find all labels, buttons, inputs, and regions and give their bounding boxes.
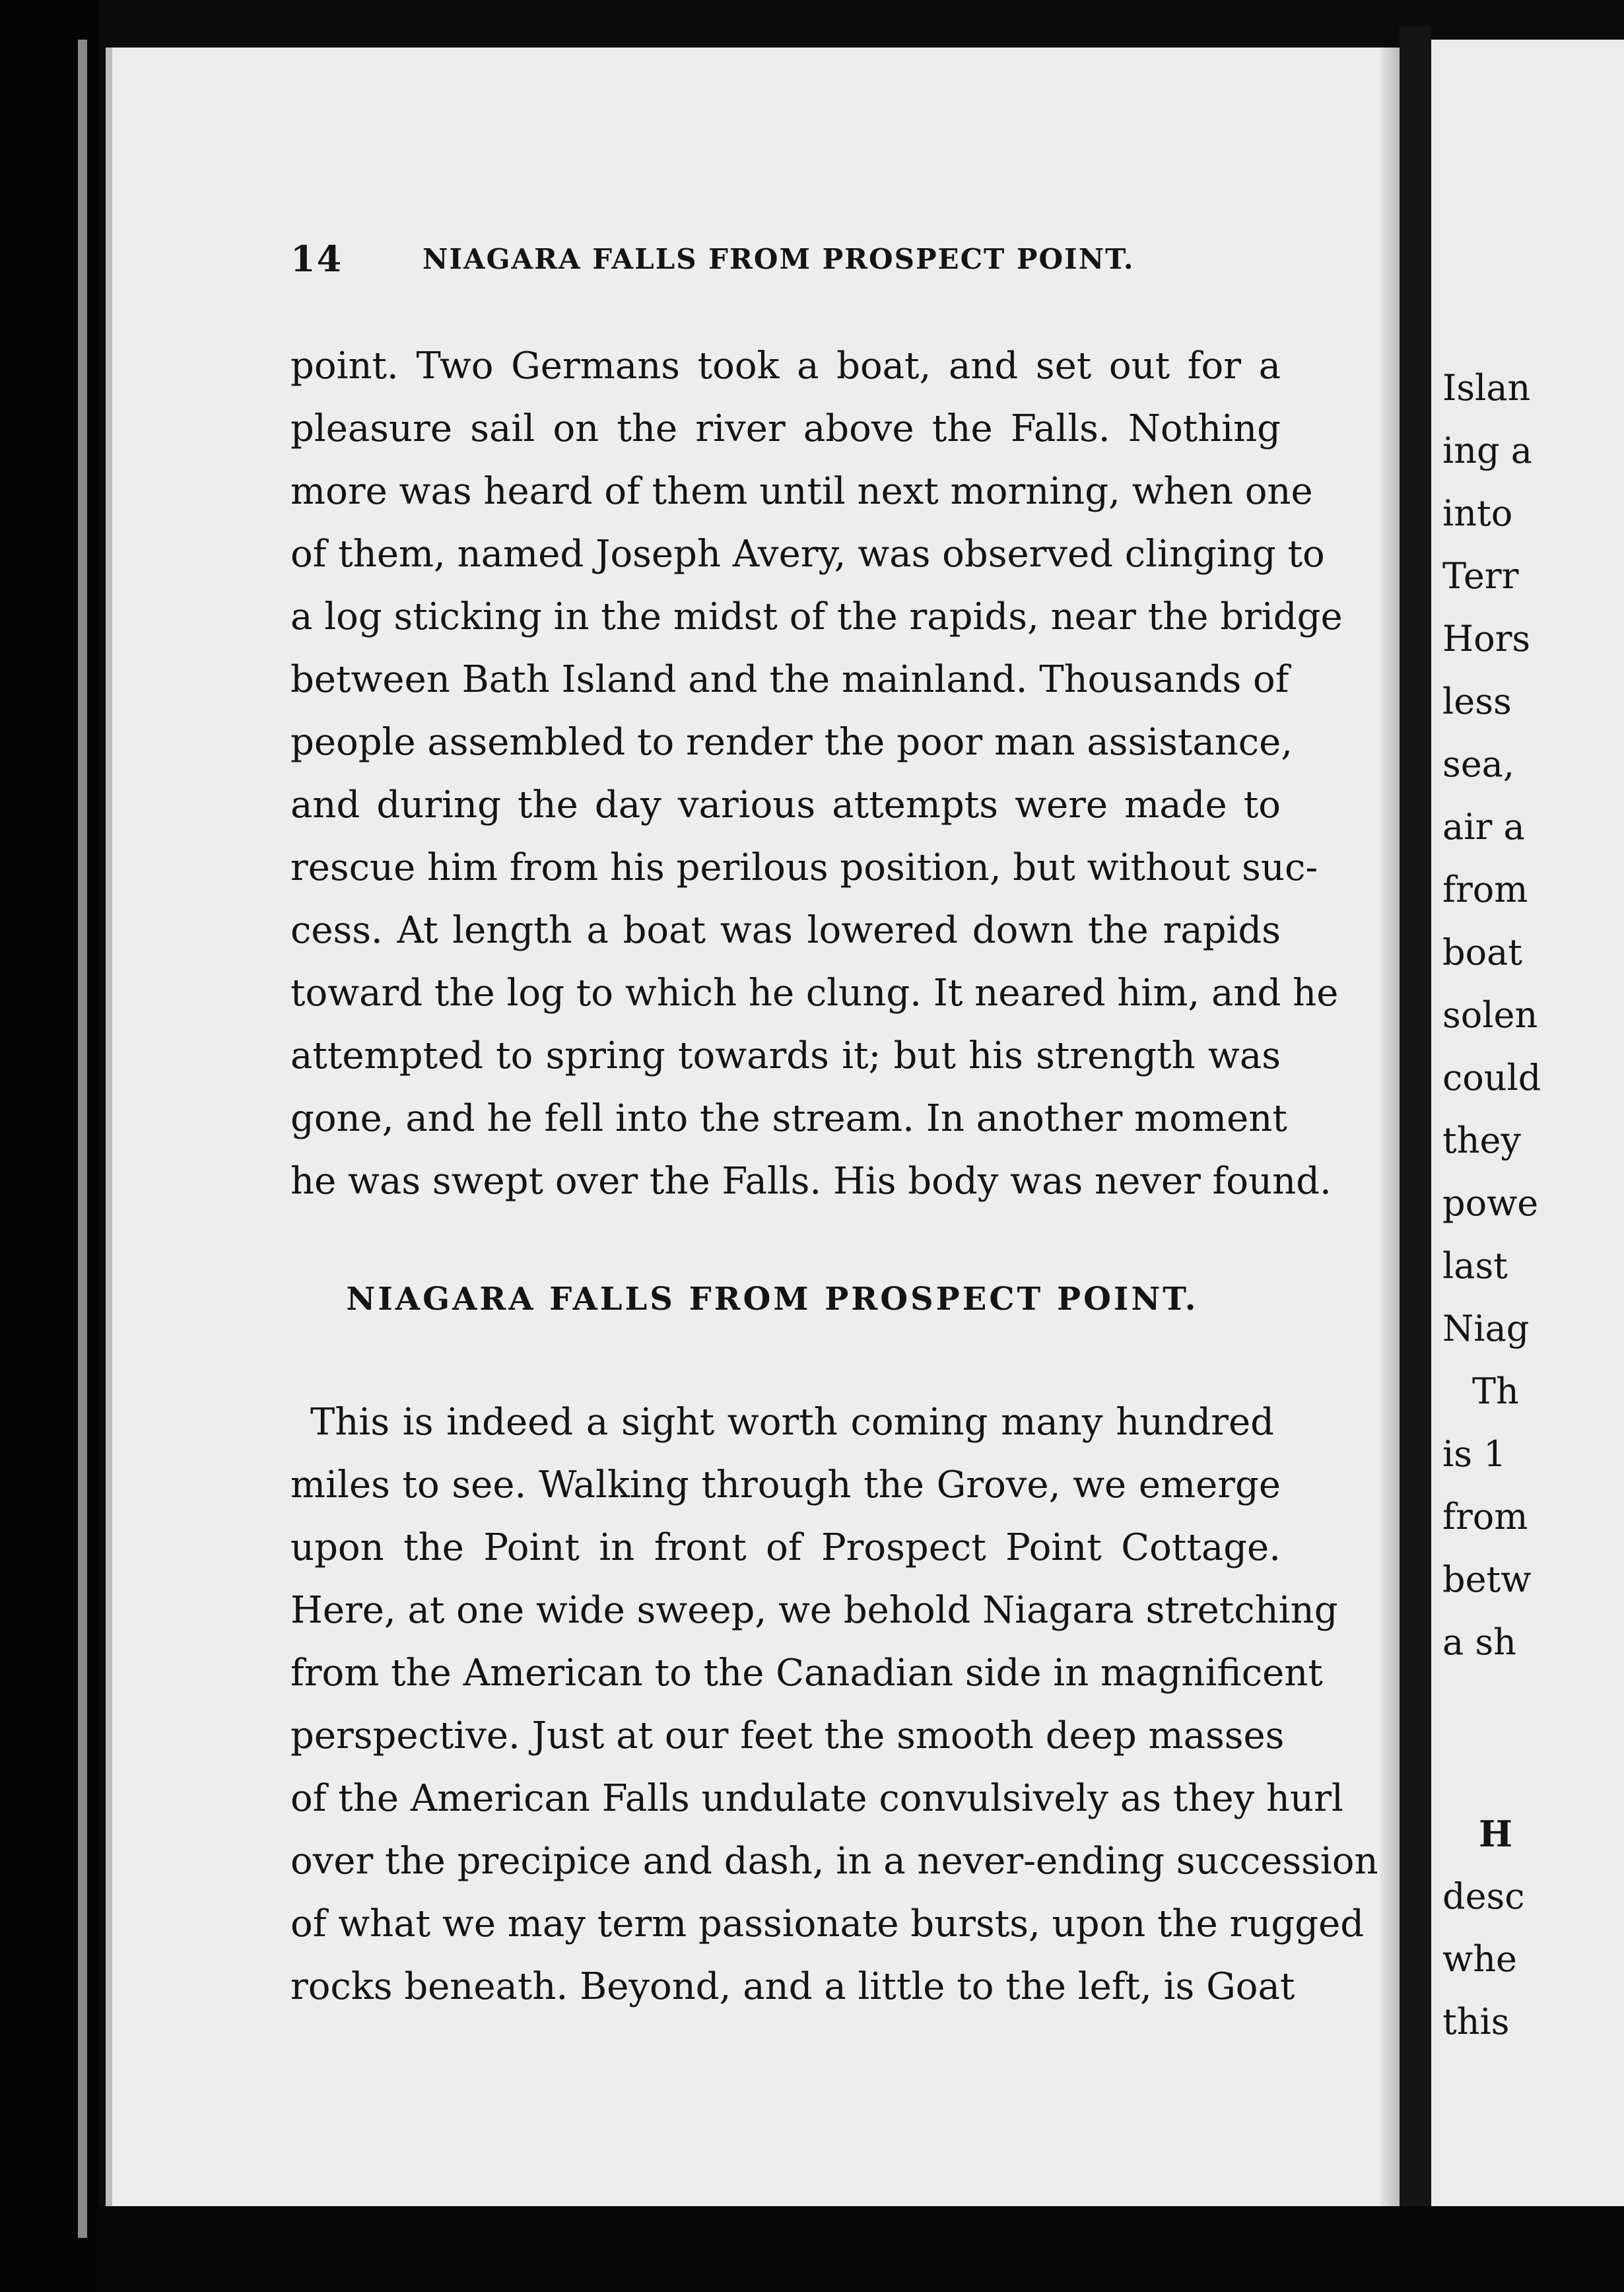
fragment-line: ing a (1442, 430, 1532, 471)
text-line: of the American Falls undulate convulsively as they hurl (290, 1777, 1343, 1820)
fragment-line: could (1442, 1057, 1541, 1098)
text-line: of what we may term passionate bursts, upon the rugged (290, 1903, 1365, 1945)
fragment-line: powe (1442, 1182, 1539, 1224)
fragment-line: this (1442, 2001, 1510, 2042)
fragment-line: Niag (1442, 1308, 1530, 1349)
text-line: a log sticking in the midst of the rapids, near the bridge (290, 595, 1343, 638)
fragment-line: Islan (1442, 367, 1531, 409)
text-line: miles to see. Walking through the Grove, we emerge (290, 1464, 1281, 1506)
fragment-line: from (1442, 869, 1528, 910)
fragment-line: desc (1442, 1875, 1525, 1917)
text-line: people assembled to render the poor man assistance, (290, 721, 1293, 764)
text-line: upon the Point in front of Prospect Point Cottage. (290, 1526, 1281, 1569)
text-line: of them, named Joseph Avery, was observed clinging to (290, 533, 1325, 576)
bottom-scan-border (99, 2206, 1624, 2292)
book-gutter (1400, 26, 1431, 2277)
text-line: attempted to spring towards it; but his strength was (290, 1034, 1281, 1077)
running-title: NIAGARA FALLS FROM PROSPECT POINT. (423, 243, 1135, 275)
text-line: toward the log to which he clung. It neared him, and he (290, 972, 1339, 1015)
page-number: 14 (290, 238, 343, 280)
gutter-shadow (1380, 48, 1400, 2206)
fragment-line: less (1442, 681, 1512, 722)
text-line: perspective. Just at our feet the smooth deep masses (290, 1714, 1285, 1757)
text-line: Here, at one wide sweep, we behold Niagara stretching (290, 1589, 1338, 1632)
fragment-line: they (1442, 1120, 1521, 1161)
text-line: This is indeed a sight worth coming many hundred (310, 1401, 1274, 1444)
text-line: rocks beneath. Beyond, and a little to the left, is Goat (290, 1965, 1295, 2008)
text-line: from the American to the Canadian side in magnificent (290, 1652, 1323, 1695)
left-page-edge (78, 40, 87, 2238)
fragment-line: H (1479, 1813, 1513, 1855)
fragment-line: is 1 (1442, 1433, 1506, 1475)
fragment-line: whe (1442, 1938, 1517, 1980)
fragment-line: a sh (1442, 1621, 1516, 1663)
text-line: more was heard of them until next morning, when one (290, 470, 1313, 513)
text-line: over the precipice and dash, in a never-ending succession (290, 1840, 1378, 1883)
text-line: and during the day various attempts were made to (290, 784, 1281, 826)
running-header (290, 238, 1149, 284)
fragment-line: sea, (1442, 743, 1515, 785)
fragment-line: Terr (1442, 555, 1519, 597)
text-line: rescue him from his perilous position, but without suc- (290, 846, 1318, 889)
fragment-line: air a (1442, 806, 1525, 848)
fragment-line: betw (1442, 1559, 1532, 1600)
fragment-line: boat (1442, 931, 1522, 973)
text-line: gone, and he fell into the stream. In another moment (290, 1097, 1287, 1140)
text-line: point. Two Germans took a boat, and set out for a (290, 345, 1281, 388)
section-heading: NIAGARA FALLS FROM PROSPECT POINT. (346, 1281, 1199, 1318)
fragment-line: Hors (1442, 618, 1531, 659)
fragment-line: from (1442, 1496, 1528, 1537)
text-line: pleasure sail on the river above the Falls. Nothing (290, 407, 1281, 450)
text-line: cess. At length a boat was lowered down the rapids (290, 909, 1281, 952)
text-line: between Bath Island and the mainland. Thousands of (290, 658, 1289, 701)
fragment-line: into (1442, 492, 1513, 534)
text-line: he was swept over the Falls. His body was never found. (290, 1160, 1332, 1203)
fragment-line: last (1442, 1245, 1508, 1287)
fragment-line: solen (1442, 994, 1538, 1036)
fragment-line: Th (1472, 1370, 1519, 1412)
